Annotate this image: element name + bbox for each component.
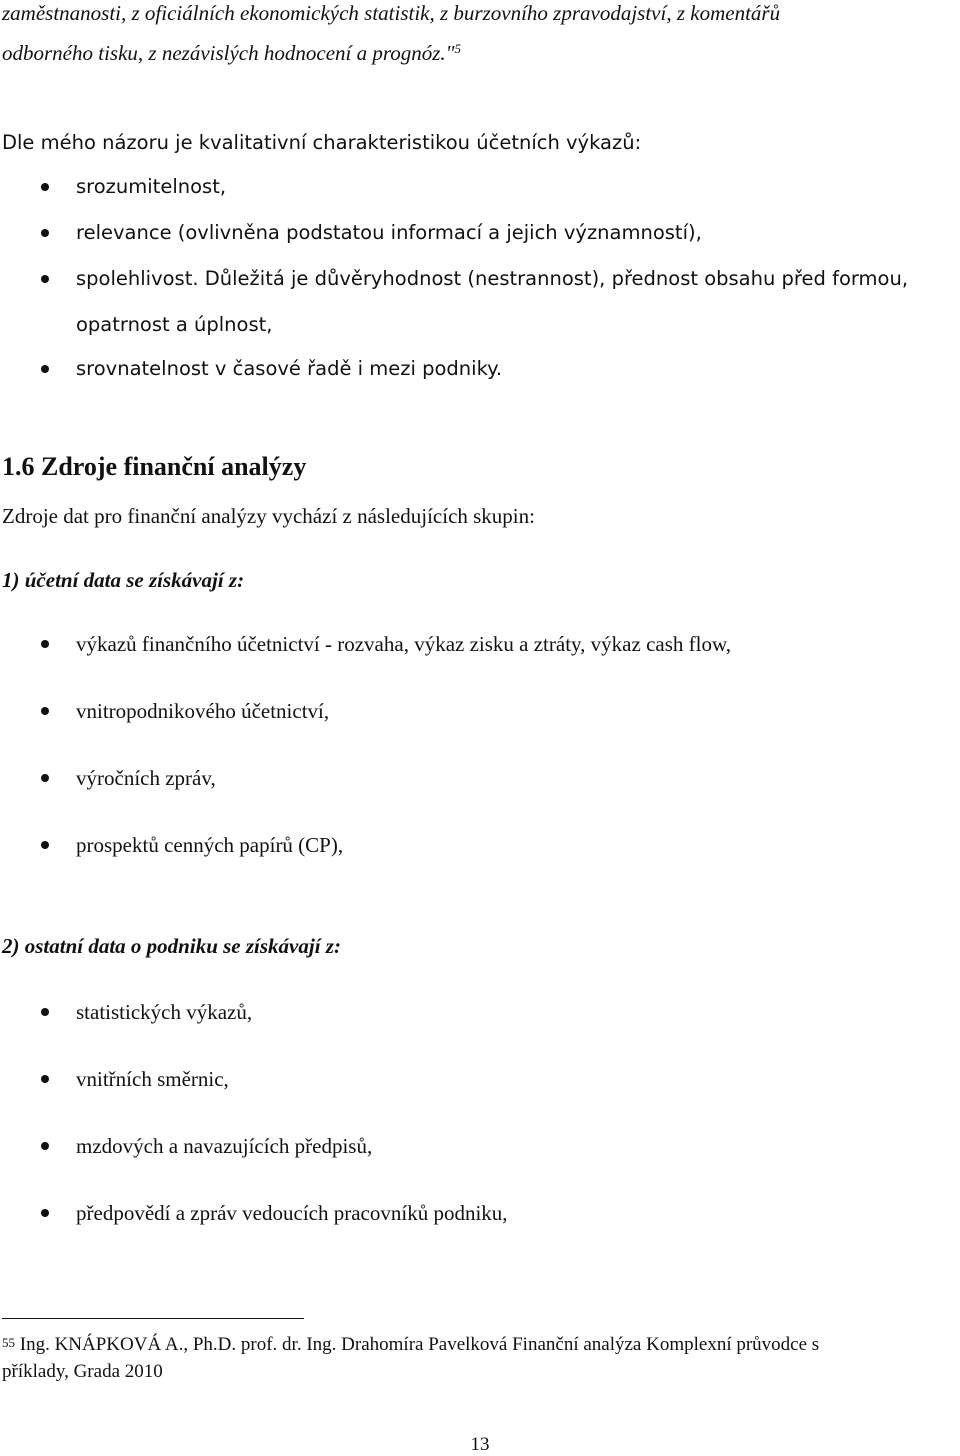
group-1-title: 1) účetní data se získávají z: (2, 568, 245, 592)
group-2-item-2: vnitřních směrnic, (76, 1067, 229, 1091)
bullet-icon (41, 1142, 49, 1150)
intro-line-1: zaměstnanosti, z oficiálních ekonomických statistik, z burzovního zpravodajství, z komentářů (2, 1, 781, 25)
group-2-item-3: mzdových a navazujících předpisů, (76, 1134, 373, 1158)
footnote-line-1 (2, 1333, 819, 1357)
footnote-number: 55 (2, 1335, 15, 1350)
group-1-item-4: prospektů cenných papírů (CP), (76, 833, 344, 857)
footnote-separator (2, 1318, 304, 1319)
group-1-item-1: výkazů finančního účetnictví - rozvaha, výkaz zisku a ztráty, výkaz cash flow, (76, 632, 732, 656)
bullet-icon (41, 1008, 49, 1016)
opinion-item-3-continued: opatrnost a úplnost, (76, 313, 273, 336)
intro-footnote-ref: 5 (454, 41, 461, 56)
bullet-icon (41, 275, 49, 283)
bullet-icon (41, 841, 49, 849)
section-heading: 1.6 Zdroje finanční analýzy (2, 452, 307, 481)
group-2-item-1: statistických výkazů, (76, 1000, 253, 1024)
intro-line-2 (2, 40, 461, 66)
bullet-icon (41, 774, 49, 782)
group-2-item-4: předpovědí a zpráv vedoucích pracovníků podniku, (76, 1201, 508, 1225)
opinion-lead: Dle mého názoru je kvalitativní charakteristikou účetních výkazů: (2, 131, 642, 154)
group-2-title: 2) ostatní data o podniku se získávají z: (2, 934, 341, 958)
opinion-item-1: srozumitelnost, (76, 175, 227, 198)
section-intro: Zdroje dat pro finanční analýzy vychází z následujících skupin: (2, 504, 535, 528)
page-number: 13 (470, 1434, 490, 1455)
footnote-text-1: Ing. KNÁPKOVÁ A., Ph.D. prof. dr. Ing. Drahomíra Pavelková Finanční analýza Komplexní průvodce s (15, 1334, 820, 1355)
opinion-item-2: relevance (ovlivněna podstatou informací a jejich významností), (76, 221, 702, 244)
bullet-icon (41, 183, 49, 191)
footnote-line-2: příklady, Grada 2010 (2, 1361, 163, 1382)
bullet-icon (41, 1209, 49, 1217)
opinion-item-3: spolehlivost. Důležitá je důvěryhodnost (nestrannost), přednost obsahu před formou, (76, 267, 909, 290)
group-1-item-2: vnitropodnikového účetnictví, (76, 699, 330, 723)
intro-line-2-text: odborného tisku, z nezávislých hodnocení a prognóz." (2, 41, 455, 65)
bullet-icon (41, 1075, 49, 1083)
bullet-icon (41, 365, 49, 373)
bullet-icon (41, 707, 49, 715)
bullet-icon (41, 640, 49, 648)
opinion-item-4: srovnatelnost v časové řadě i mezi podniky. (76, 357, 503, 380)
bullet-icon (41, 229, 49, 237)
group-1-item-3: výročních zpráv, (76, 766, 216, 790)
